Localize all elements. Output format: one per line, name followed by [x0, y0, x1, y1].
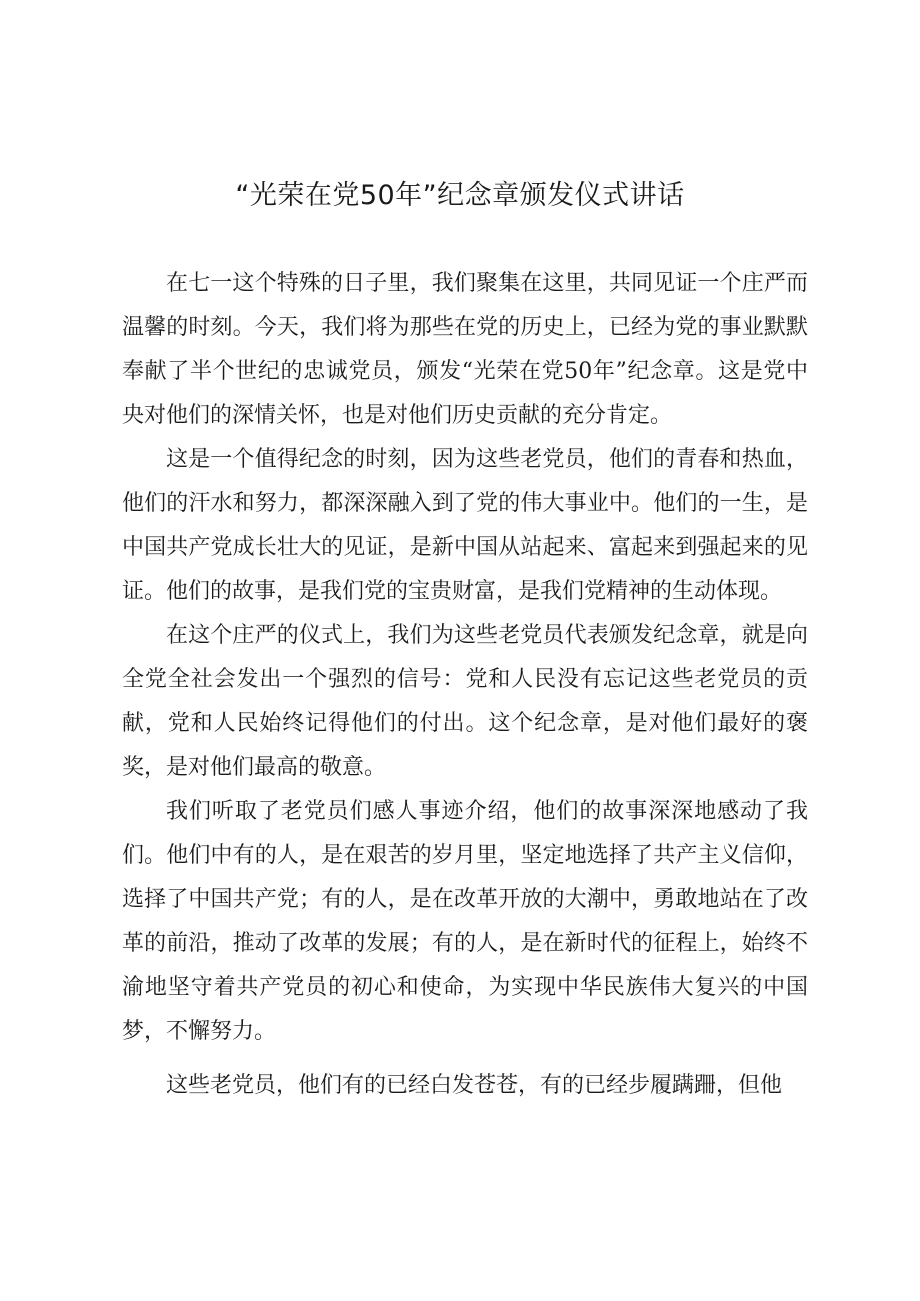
paragraph-3: 在这个庄严的仪式上，我们为这些老党员代表颁发纪念章，就是向全党全社会发出一个强烈的信号：党和人民没有忘记这些老党员的贡献，党和人民始终记得他们的付出。这个纪念章，是对他们最好的褒奖，是对他们最高的敬意。 — [122, 623, 808, 780]
paragraph-4: 我们听取了老党员们感人事迹介绍，他们的故事深深地感动了我们。他们中有的人，是在艰苦的岁月里，坚定地选择了共产主义信仰，选择了中国共产党；有的人，是在改革开放的大潮中，勇敢地站在了改革的前沿，推动了改革的发展；有的人，是在新时代的征程上，始终不渝地坚守着共产党员的初心和使命，为实现中华民族伟大复兴的中国梦，不懈努力。 — [122, 799, 808, 1044]
paragraph-1: 在七一这个特殊的日子里，我们聚集在这里，共同见证一个庄严而温馨的时刻。今天，我们将为那些在党的历史上，已经为党的事业默默奉献了半个世纪的忠诚党员，颁发“光荣在党50年”纪念章。这是党中央对他们的深情关怀，也是对他们历史贡献的充分肯定。 — [122, 271, 808, 428]
paragraph-5: 这些老党员，他们有的已经白发苍苍，有的已经步履蹒跚，但他 — [166, 1073, 783, 1098]
document-body — [122, 262, 808, 1108]
paragraph-2: 这是一个值得纪念的时刻，因为这些老党员，他们的青春和热血，他们的汗水和努力，都深深融入到了党的伟大事业中。他们的一生，是中国共产党成长壮大的见证，是新中国从站起来、富起来到强起来的见证。他们的故事，是我们党的宝贵财富，是我们党精神的生动体现。 — [122, 447, 808, 604]
document-title: “光荣在党50年”纪念章颁发仪式讲话 — [235, 180, 685, 211]
